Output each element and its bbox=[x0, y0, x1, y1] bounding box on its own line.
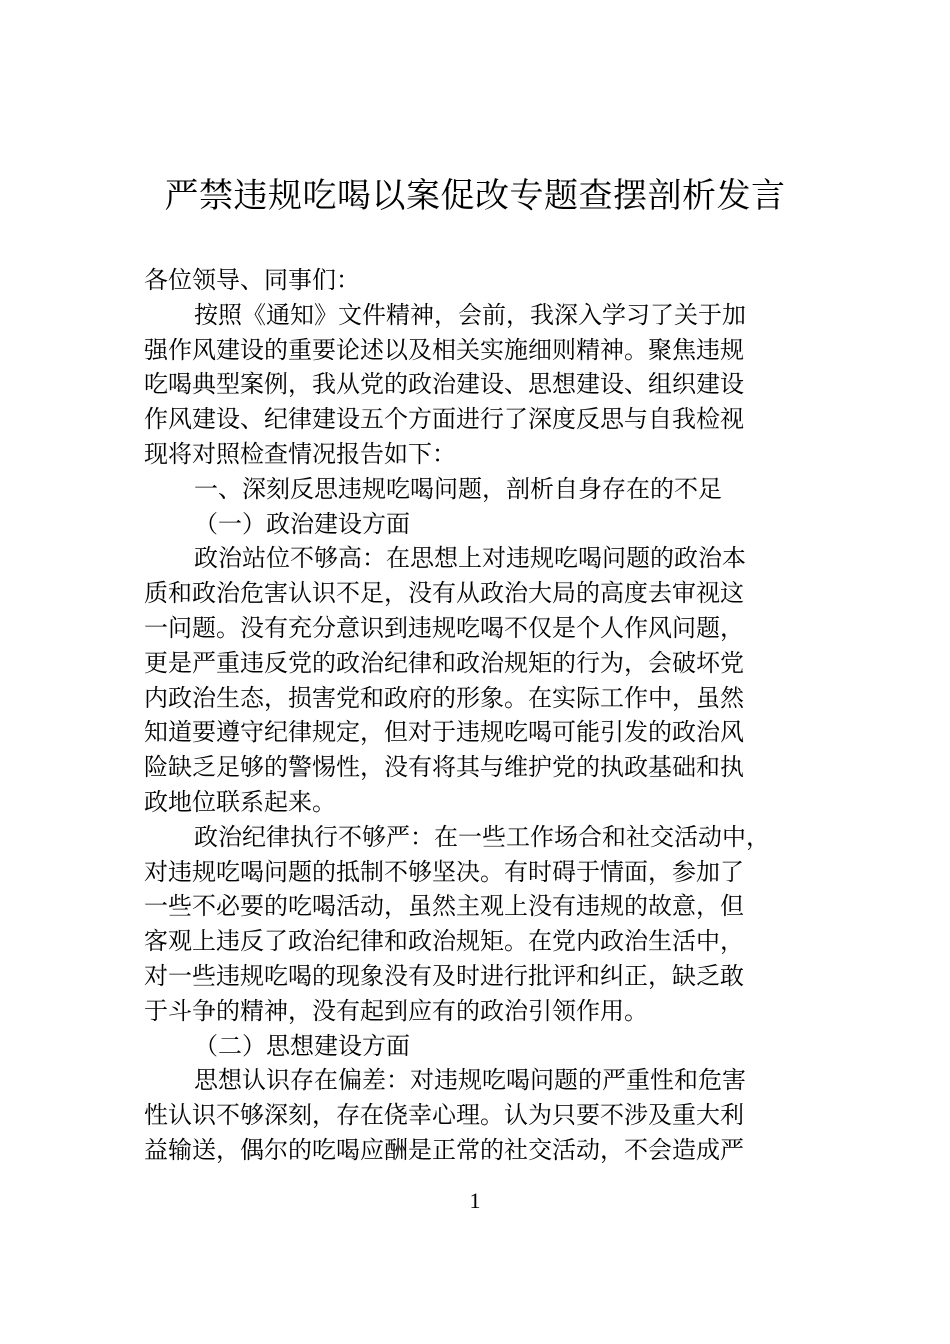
paragraph-line: 险缺乏足够的警惕性，没有将其与维护党的执政基础和执 bbox=[144, 753, 744, 782]
paragraph-line: 客观上违反了政治纪律和政治规矩。在党内政治生活中， bbox=[144, 927, 744, 956]
paragraph-line: 现将对照检查情况报告如下： bbox=[144, 439, 456, 468]
paragraph-line: 对一些违规吃喝的现象没有及时进行批评和纠正，缺乏敢 bbox=[144, 961, 744, 990]
paragraph-line: 内政治生态，损害党和政府的形象。在实际工作中，虽然 bbox=[144, 683, 744, 712]
paragraph-line: 吃喝典型案例，我从党的政治建设、思想建设、组织建设 bbox=[144, 370, 744, 399]
page-number: 1 bbox=[469, 1188, 481, 1213]
paragraph-line: 政地位联系起来。 bbox=[144, 787, 336, 816]
paragraph-line: 作风建设、纪律建设五个方面进行了深度反思与自我检视 bbox=[144, 405, 744, 434]
paragraph-line: 益输送，偶尔的吃喝应酬是正常的社交活动，不会造成严 bbox=[144, 1135, 744, 1164]
paragraph-line: 政治纪律执行不够严：在一些工作场合和社交活动中， bbox=[194, 822, 770, 851]
subsection-heading: （一）政治建设方面 bbox=[194, 509, 410, 538]
paragraph-line: 对违规吃喝问题的抵制不够坚决。有时碍于情面，参加了 bbox=[144, 857, 744, 886]
salutation-line: 各位领导、同事们： bbox=[144, 266, 360, 294]
section-heading: 一、深刻反思违规吃喝问题，剖析自身存在的不足 bbox=[194, 474, 722, 503]
paragraph-line: 按照《通知》文件精神，会前，我深入学习了关于加 bbox=[194, 300, 746, 329]
paragraph-line: 性认识不够深刻，存在侥幸心理。认为只要不涉及重大利 bbox=[144, 1101, 744, 1130]
paragraph-line: 一问题。没有充分意识到违规吃喝不仅是个人作风问题， bbox=[144, 613, 744, 642]
subsection-heading: （二）思想建设方面 bbox=[194, 1031, 410, 1060]
paragraph-line: 于斗争的精神，没有起到应有的政治引领作用。 bbox=[144, 996, 648, 1025]
paragraph-line: 更是严重违反党的政治纪律和政治规矩的行为，会破坏党 bbox=[144, 648, 744, 677]
document-body bbox=[144, 263, 834, 1168]
paragraph-line: 强作风建设的重要论述以及相关实施细则精神。聚焦违规 bbox=[144, 335, 744, 364]
paragraph-line: 知道要遵守纪律规定，但对于违规吃喝可能引发的政治风 bbox=[144, 718, 744, 747]
paragraph-line: 政治站位不够高：在思想上对违规吃喝问题的政治本 bbox=[194, 544, 746, 573]
paragraph-line: 质和政治危害认识不足，没有从政治大局的高度去审视这 bbox=[144, 579, 744, 608]
document-title: 严禁违规吃喝以案促改专题查摆剖析发言 bbox=[164, 176, 786, 216]
paragraph-line: 思想认识存在偏差：对违规吃喝问题的严重性和危害 bbox=[194, 1066, 746, 1095]
paragraph-line: 一些不必要的吃喝活动，虽然主观上没有违规的故意，但 bbox=[144, 892, 744, 921]
